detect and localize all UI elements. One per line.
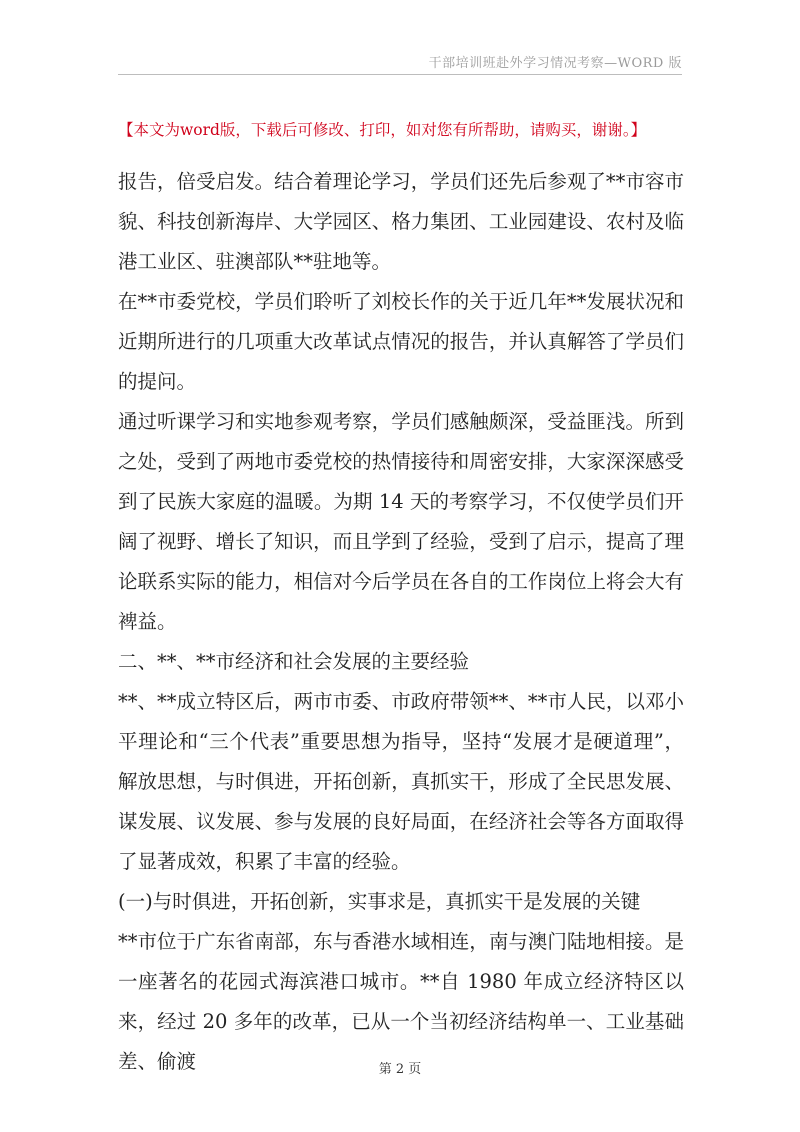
paragraph-5: **市位于广东省南部，东与香港水域相连，南与澳门陆地相接。是一座著名的花园式海滨港口城市。**自 1980 年成立经济特区以来，经过 20 多年的改革，已从一个当初经济结构单一、工业基础差、偷渡 <box>118 930 684 1073</box>
section-heading-2: 二、**、**市经济和社会发展的主要经验 <box>118 650 470 673</box>
paragraph-3: 通过听课学习和实地参观考察，学员们感触颇深，受益匪浅。所到之处，受到了两地市委党校的热情接待和周密安排，大家深深感受到了民族大家庭的温暖。为期 14 天的考察学习，不仅使学员们开阔了视野、增长了知识，而且学到了经验，受到了启示，提高了理论联系实际的能力，相信对今后学员在各自的工作岗位上将会大有裨益。 <box>118 410 684 633</box>
paragraph-2: 在**市委党校，学员们聆听了刘校长作的关于近几年**发展状况和近期所进行的几项重大改革试点情况的报告，并认真解答了学员们的提问。 <box>118 290 684 393</box>
running-header: 干部培训班赴外学习情况考察—WORD 版 <box>428 56 682 71</box>
download-notice: 【本文为word版，下载后可修改、打印，如对您有所帮助，请购买，谢谢。】 <box>118 121 647 139</box>
paragraph-4: **、**成立特区后，两市市委、市政府带领**、**市人民，以邓小平理论和“三个代表”重要思想为指导，坚持“发展才是硬道理”，解放思想，与时俱进，开拓创新，真抓实干，形成了全民思发展、谋发展、议发展、参与发展的良好局面，在经济社会等各方面取得了显著成效，积累了丰富的经验。 <box>118 690 684 873</box>
header-rule <box>118 74 682 75</box>
paragraph-1: 报告，倍受启发。结合着理论学习，学员们还先后参观了**市容市貌、科技创新海岸、大学园区、格力集团、工业园建设、农村及临港工业区、驻澳部队**驻地等。 <box>118 170 684 273</box>
body-text <box>118 162 684 1082</box>
subsection-heading-1: (一)与时俱进，开拓创新，实事求是，真抓实干是发展的关键 <box>118 890 641 913</box>
page-number: 第 2 页 <box>378 1062 422 1077</box>
